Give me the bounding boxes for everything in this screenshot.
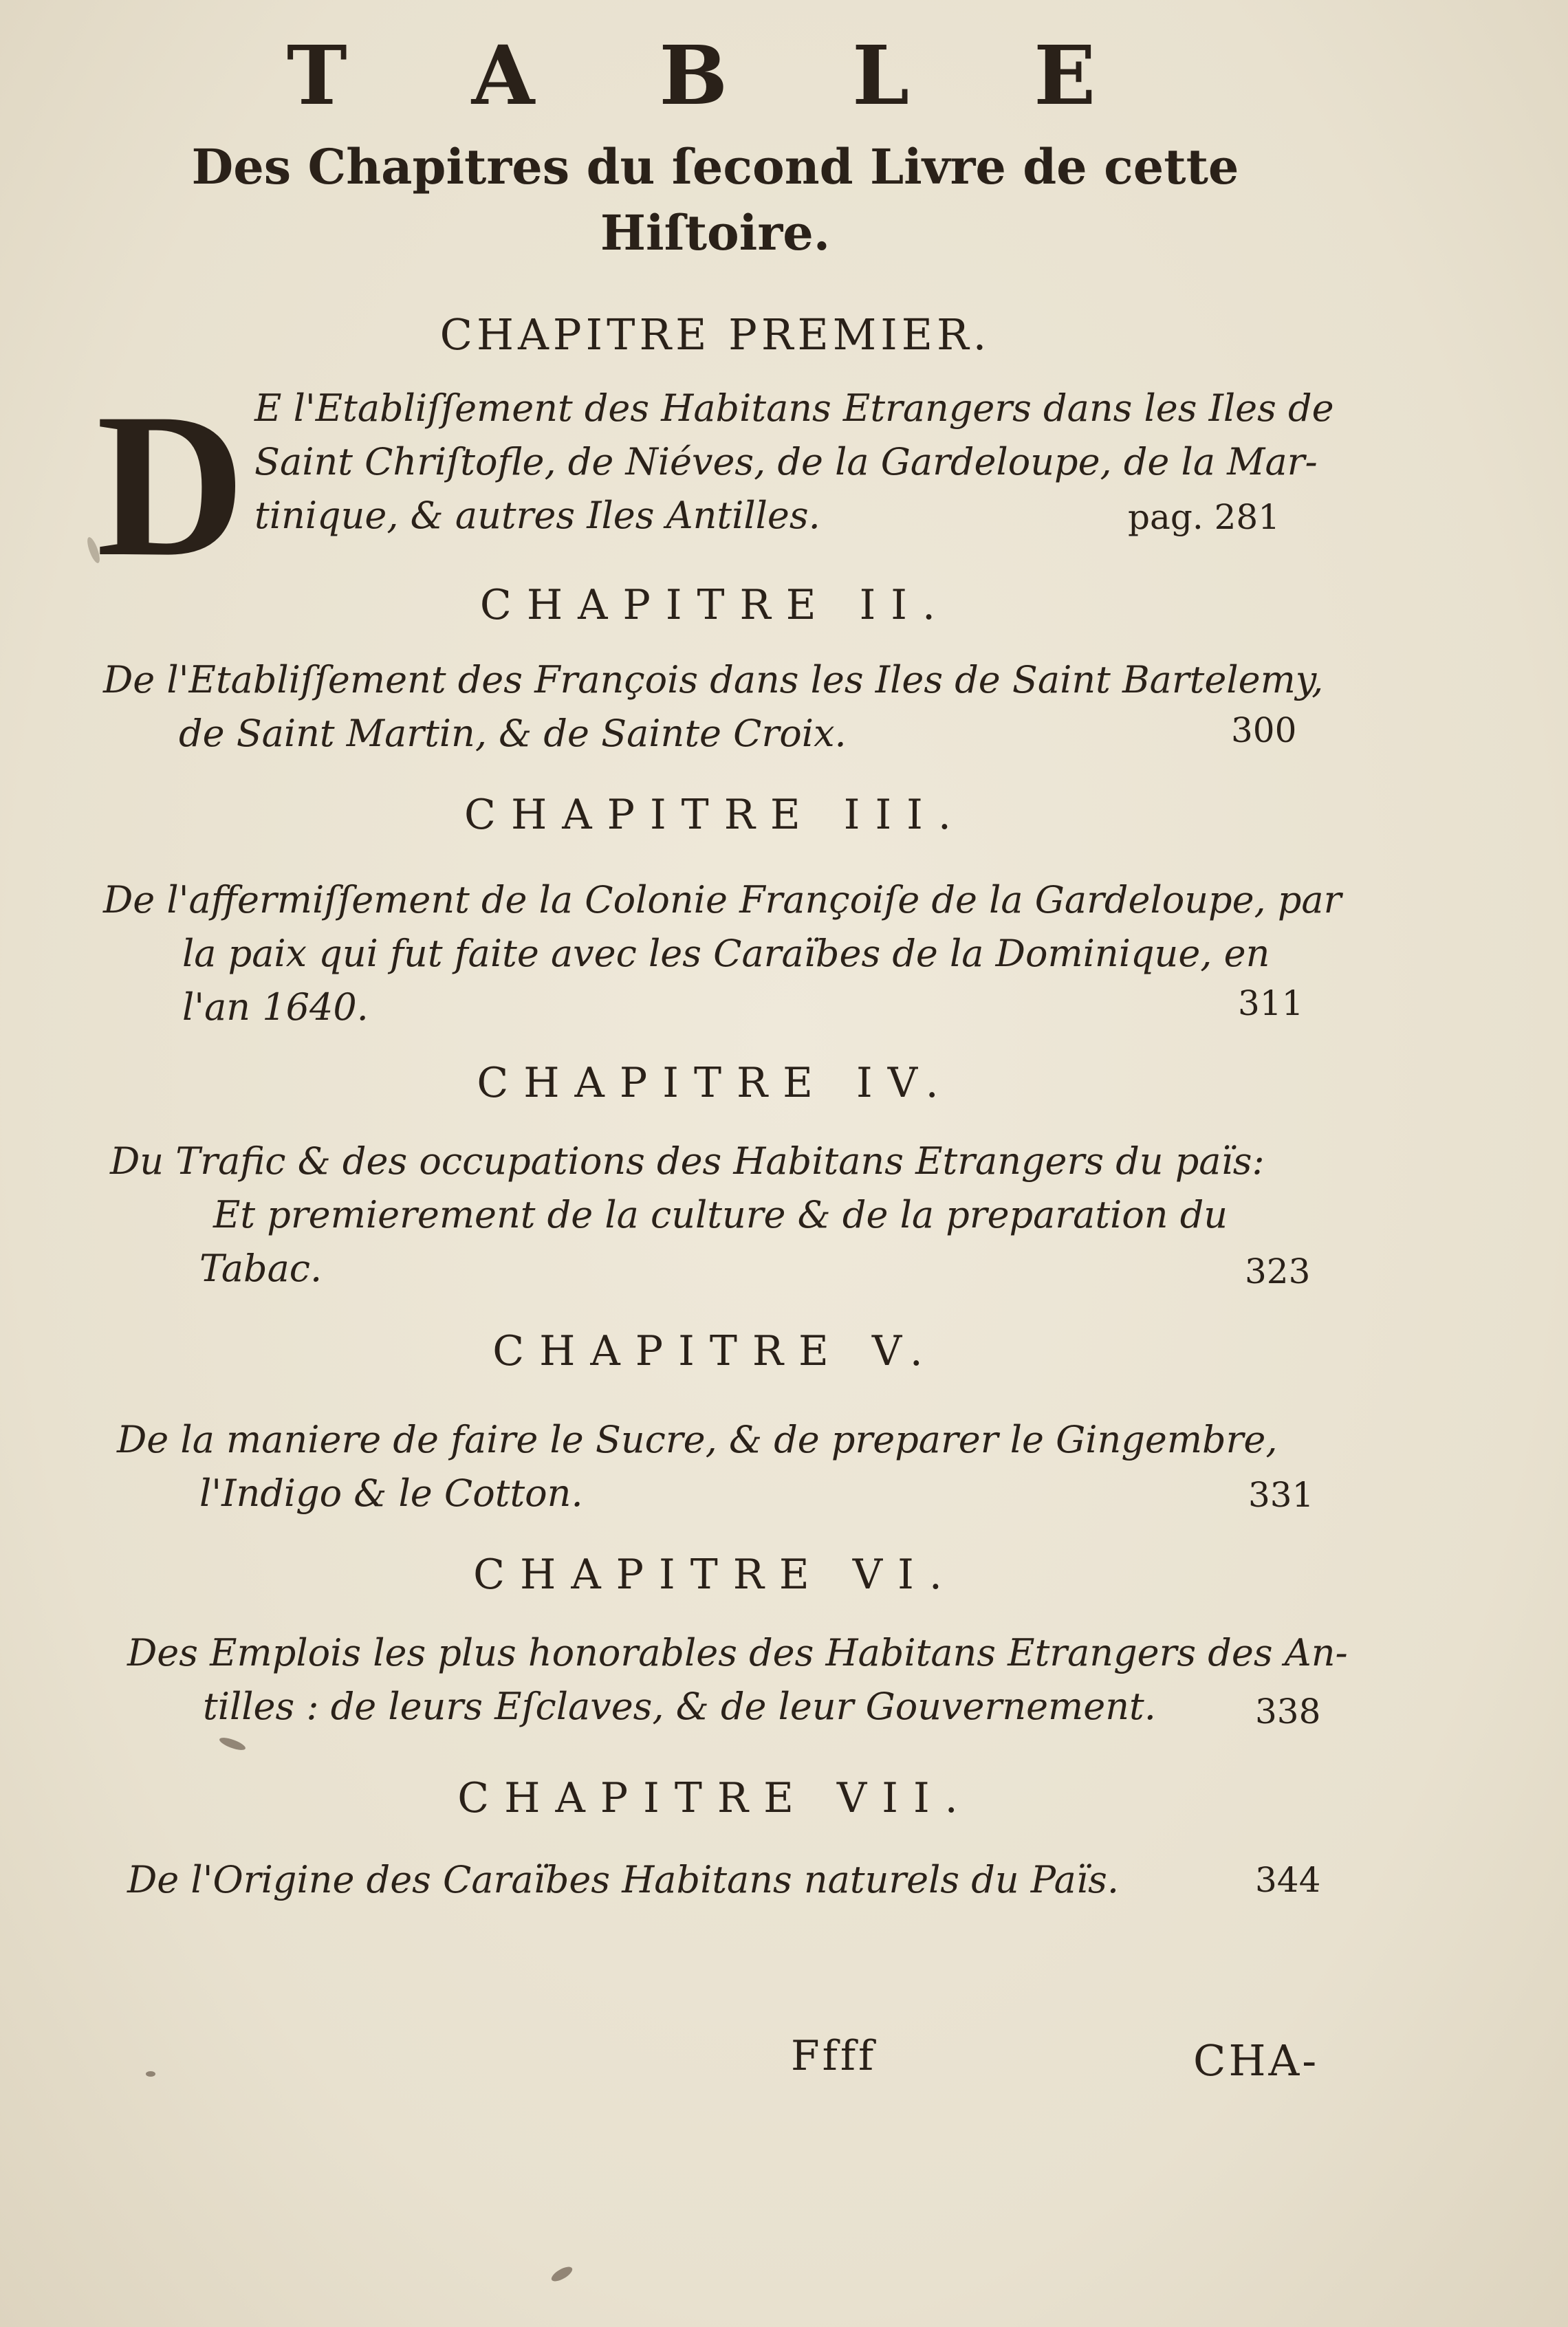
chapter-2-heading: CHAPITRE II. [479, 581, 951, 629]
ink-speck [549, 2264, 574, 2284]
chapter-3-line-1: De l'affermiſſement de la Colonie Françoiſe de la Gardeloupe, par [103, 878, 1342, 921]
chapter-4-heading: CHAPITRE IV. [477, 1059, 954, 1107]
chapter-1-page: pag. 281 [1128, 497, 1281, 537]
chapter-4-page: 323 [1245, 1252, 1311, 1291]
chapter-1-heading: CHAPITRE PREMIER. [439, 309, 991, 360]
catchword: CHA- [1193, 2035, 1320, 2086]
chapter-7-heading: CHAPITRE VII. [457, 1774, 973, 1822]
drop-cap: D [96, 371, 246, 599]
subtitle-line-2: Hiſtoire. [600, 204, 831, 261]
chapter-7-entry [127, 1853, 1119, 1907]
chapter-3-line-3: l'an 1640. [182, 985, 369, 1029]
chapter-6-heading: CHAPITRE VI. [473, 1551, 957, 1599]
chapter-7-line-1: De l'Origine des Caraïbes Habitans naturels du Païs. [127, 1858, 1120, 1901]
chapter-4-line-1: Du Trafic & des occupations des Habitans Etrangers du païs: [110, 1139, 1265, 1183]
chapter-2-line-1: De l'Etabliſſement des François dans les Iles de Saint Bartelemy, [103, 658, 1324, 701]
signature-mark: Ffff [791, 2032, 877, 2080]
chapter-7-page: 344 [1255, 1860, 1321, 1900]
page-title: T A B L E [286, 28, 1144, 123]
chapter-5-line-1: De la maniere de faire le Sucre, & de preparer le Gingembre, [117, 1418, 1278, 1461]
page-subtitle [0, 134, 1430, 266]
ink-speck [146, 2071, 155, 2077]
chapter-6-entry [127, 1626, 1348, 1734]
chapter-6-line-2: tilles : de leurs Eſclaves, & de leur Gouvernement. [203, 1685, 1156, 1728]
chapter-5-heading: CHAPITRE V. [492, 1327, 938, 1375]
chapter-4-line-3: Tabac. [199, 1247, 323, 1290]
ink-speck [218, 1736, 247, 1753]
chapter-5-page: 331 [1248, 1475, 1314, 1515]
chapter-6-page: 338 [1255, 1692, 1321, 1731]
chapter-1-line-3: tinique, & autres Iles Antilles. [254, 494, 820, 537]
chapter-4-line-2: Et premierement de la culture & de la preparation du [213, 1193, 1228, 1236]
chapter-3-line-2: la paix qui fut faite avec les Caraïbes de la Dominique, en [182, 932, 1270, 975]
chapter-2-line-2: de Saint Martin, & de Sainte Croix. [179, 712, 847, 755]
chapter-1-line-1: E l'Etabliſſement des Habitans Etrangers dans les Iles de [254, 386, 1334, 430]
chapter-2-entry [103, 653, 1323, 761]
chapter-2-page: 300 [1231, 710, 1297, 750]
chapter-5-line-2: l'Indigo & le Cotton. [199, 1472, 583, 1515]
chapter-3-heading: CHAPITRE III. [464, 791, 966, 839]
chapter-3-entry [103, 873, 1341, 1034]
subtitle-line-1: Des Chapitres du ſecond Livre de cette [191, 138, 1239, 195]
chapter-6-line-1: Des Emplois les plus honorables des Habitans Etrangers des An- [127, 1631, 1348, 1674]
chapter-3-page: 311 [1238, 983, 1304, 1023]
chapter-4-entry [110, 1135, 1265, 1296]
chapter-1-line-2: Saint Chriſtofle, de Niéves, de la Gardeloupe, de la Mar- [254, 440, 1318, 483]
chapter-5-entry [117, 1413, 1278, 1520]
